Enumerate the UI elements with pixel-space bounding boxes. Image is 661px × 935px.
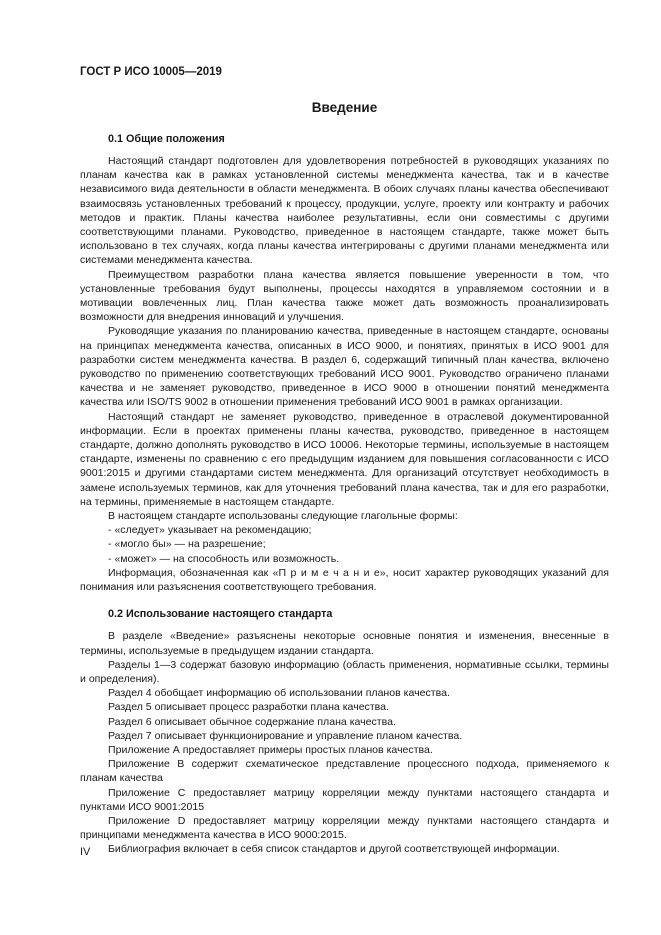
paragraph: Приложение С предоставляет матрицу корреляции между пунктами настоящего стандарта и пунктами ИСО 9001:2015: [80, 786, 609, 813]
paragraph: Преимуществом разработки плана качества является повышение уверенности в том, что установленные требования будут выполнены, процессы находятся в управляемом состоянии и в мотивации вовлеченных лиц. План качества также может дать возможность проанализировать возможности для внедрения инноваций и улучшения.: [80, 268, 609, 324]
page-number: IV: [80, 846, 91, 858]
section-heading-usage: 0.2 Использование настоящего стандарта: [108, 608, 333, 621]
paragraph: Информация, обозначенная как «П р и м е ч а н и е», носит характер руководящих указаний для понимания или разъяснения соответствующего требования.: [80, 566, 609, 594]
list-item: - «может» — на способность или возможность.: [108, 552, 340, 565]
paragraph: Приложение А предоставляет примеры простых планов качества.: [108, 743, 433, 756]
paragraph: В разделе «Введение» разъяснены некоторые основные понятия и изменения, внесенные в термины, используемые в предыдущем издании стандарта.: [80, 630, 609, 657]
paragraph: Руководящие указания по планированию качества, приведенные в настоящем стандарте, основаны на принципах менеджмента качества, описанных в ИСО 9000, и понятиях, принятых в ИСО 9001 для разработки систем менеджмента качества. В раздел 6, содержащий типичный план качества, включено руководство по применению соответствующих требований ИСО 9001. Руководство ограничено планами качества и не заменяет руководство, приведенное в ИСО 9000 в отношении понятий менеджмента качества или ISO/TS 9002 в отношении применения требований ИСО 9001 в рамках организации.: [80, 325, 609, 409]
paragraph: Приложение D предоставляет матрицу корреляции между пунктами настоящего стандарта и принципами менеджмента качества в ИСО 9000:2015.: [80, 814, 609, 842]
document-code: ГОСТ Р ИСО 10005—2019: [80, 66, 222, 78]
list-item: - «могло бы» — на разрешение;: [108, 538, 266, 551]
paragraph: Разделы 1—3 содержат базовую информацию (область применения, нормативные ссылки, термины и определения).: [80, 658, 609, 685]
paragraph: Раздел 5 описывает процесс разработки плана качества.: [108, 701, 389, 714]
section-body-general: [80, 154, 609, 594]
section-heading-general: 0.1 Общие положения: [108, 133, 225, 145]
paragraph: Настоящий стандарт не заменяет руководство, приведенное в отраслевой документированной информации. Если в проектах применены планы качества, руководство, приведенное в настоящем стандарте, должно дополнять руководство в ИСО 10006. Некоторые термины, используемые в настоящем стандарте, изменены по сравнению с его предыдущим изданием для повышения согласованности с ИСО 9001:2015 и другими стандартами систем менеджмента. Для организаций отсутствует необходимость в замене используемых терминов, как для уточнения требований плана качества, так и для его разработки, на термины, применяемые в настоящем стандарте.: [80, 410, 609, 508]
page-title: Введение: [311, 100, 378, 115]
list-item: - «следует» указывает на рекомендацию;: [108, 524, 312, 537]
paragraph: В настоящем стандарте использованы следующие глагольные формы:: [108, 510, 458, 523]
section-body-usage: [80, 629, 609, 856]
paragraph: Приложение В содержит схематическое представление процессного подхода, применяемого к планам качества: [80, 758, 609, 785]
paragraph: Настоящий стандарт подготовлен для удовлетворения потребностей в руководящих указаниях по планам качества как в рамках установленной системы менеджмента качества, так и в качестве независимого вида деятельности в области менеджмента. В обоих случаях планы качества обеспечивают взаимосвязь установленных требований к процессу, продукции, услуге, проекту или контракту и рабочих методов и практик. Планы качества наиболее результативны, если они совместимы с другими соответствующими планами. Руководство, приведенное в настоящем стандарте, также может быть использовано в тех случаях, когда планы качества интегрированы с другими планами менеджмента или системами менеджмента качества.: [80, 155, 609, 267]
paragraph: Раздел 4 обобщает информацию об использовании планов качества.: [108, 687, 450, 700]
paragraph: Раздел 6 описывает обычное содержание плана качества.: [108, 715, 396, 728]
paragraph: Библиография включает в себя список стандартов и другой соответствующей информации.: [108, 843, 560, 856]
paragraph: Раздел 7 описывает функционирование и управление планом качества.: [108, 729, 463, 742]
